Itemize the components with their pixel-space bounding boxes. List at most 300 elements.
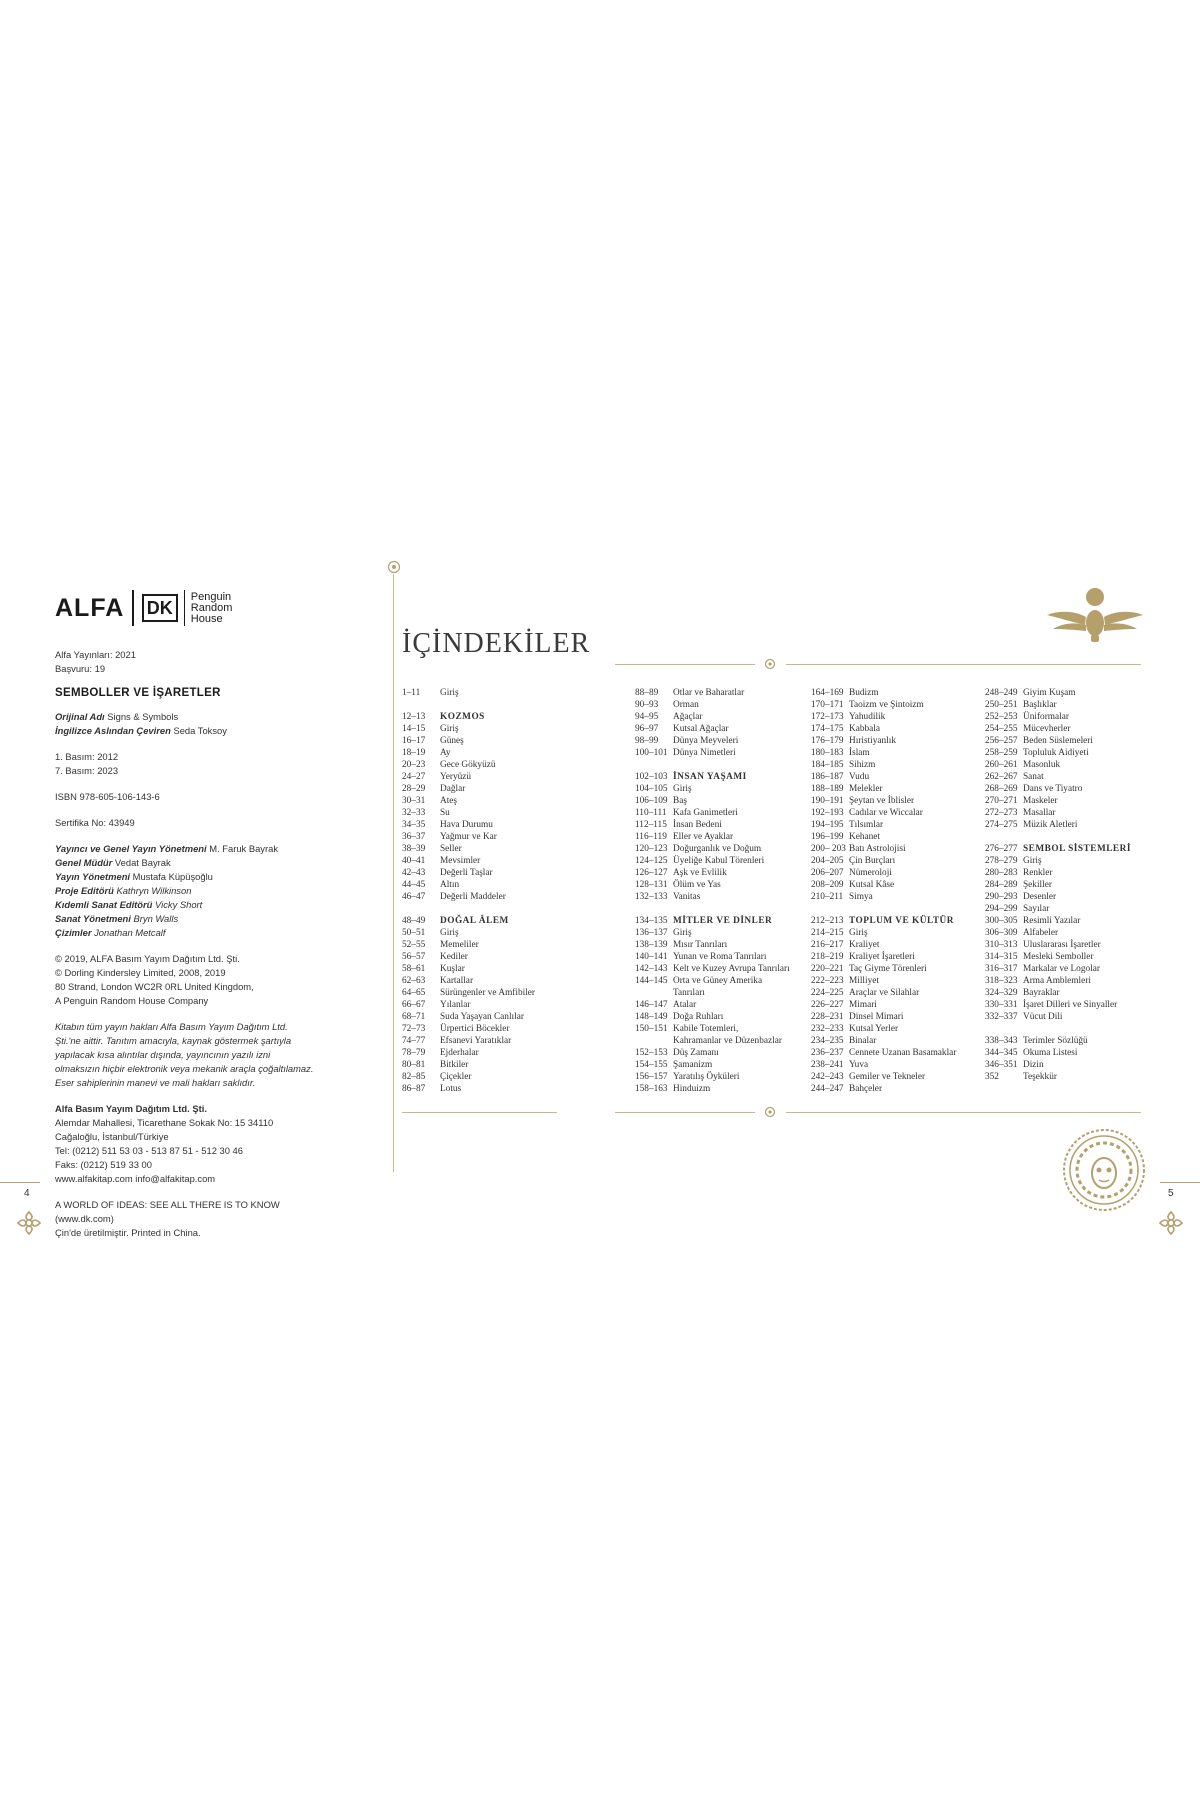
toc-entry (811, 927, 956, 939)
toc-entry (811, 1035, 956, 1047)
toc-entry (635, 819, 790, 831)
toc-top-rule (615, 664, 755, 665)
toc-entry (402, 939, 535, 951)
toc-entry-title: Mevsimler (440, 856, 481, 866)
toc-entry (985, 855, 1131, 867)
toc-entry (402, 1023, 535, 1035)
toc-entry (402, 1083, 535, 1095)
toc-page-range: 12–13 (402, 712, 426, 722)
toc-entry-title: İnsan Bedeni (673, 820, 722, 830)
toc-page-range: 116–119 (635, 832, 667, 842)
toc-entry-title: Giriş (673, 928, 692, 938)
toc-page-range: 280–283 (985, 868, 1018, 878)
toc-page-range: 90–93 (635, 700, 659, 710)
toc-entry (811, 795, 956, 807)
toc-entry-title: Giriş (440, 688, 459, 698)
toc-entry (811, 711, 956, 723)
toc-page-range: 238–241 (811, 1060, 844, 1070)
toc-page-range: 148–149 (635, 1012, 668, 1022)
toc-entry-title: Markalar ve Logolar (1023, 964, 1100, 974)
toc-page-range: 170–171 (811, 700, 844, 710)
winged-scarab-icon (1045, 585, 1145, 645)
toc-entry (811, 1071, 956, 1083)
toc-entry-title: Mücevherler (1023, 724, 1071, 734)
logo-divider (184, 590, 185, 626)
toc-entry (402, 783, 535, 795)
toc-page-range: 224–225 (811, 988, 844, 998)
toc-entry (811, 723, 956, 735)
toc-entry-title: Yağmur ve Kar (440, 832, 497, 842)
toc-page-range: 274–275 (985, 820, 1018, 830)
toc-entry (985, 1059, 1131, 1071)
toc-page-range: 14–15 (402, 724, 426, 734)
toc-page-range: 32–33 (402, 808, 426, 818)
alfa-logo: ALFA (55, 594, 125, 622)
toc-entry (985, 807, 1131, 819)
toc-entry-title: Aşk ve Evlilik (673, 868, 727, 878)
small-rosette-icon (387, 560, 401, 574)
toc-entry-title: Yuva (849, 1060, 869, 1070)
toc-column-3 (811, 687, 956, 1095)
rights-notice: Kitabın tüm yayın hakları Alfa Basım Yayım Dağıtım Ltd. Şti.'ne aittir. Tanıtım amacıyla, kaynak göstermek şartıyla yapılacak kısa alıntılar dışında, yayıncının yazılı izni olmaksızın hiçbir elektronik veya mekanik araçla çoğaltılamaz. Eser sahiplerinin manevi ve mali hakları saklıdır. (55, 1021, 314, 1088)
dk-logo: DK (142, 594, 178, 622)
toc-page-range: 174–175 (811, 724, 844, 734)
toc-entry (811, 939, 956, 951)
toc-entry (985, 1035, 1131, 1047)
toc-entry (811, 963, 956, 975)
toc-entry (402, 951, 535, 963)
toc-page-range: 344–345 (985, 1048, 1018, 1058)
toc-entry-title: Doğurganlık ve Doğum (673, 844, 762, 854)
toc-entry (402, 879, 535, 891)
toc-entry-title: Orman (673, 700, 699, 710)
toc-page-range: 290–293 (985, 892, 1018, 902)
toc-entry-title: Teşekkür (1023, 1072, 1057, 1082)
toc-entry-title: Arma Amblemleri (1023, 976, 1091, 986)
toc-entry (635, 687, 790, 699)
toc-entry-title: Bayraklar (1023, 988, 1060, 998)
toc-page-range: 256–257 (985, 736, 1018, 746)
toc-entry (635, 1023, 790, 1035)
toc-entry-title: Su (440, 808, 450, 818)
toc-entry (811, 951, 956, 963)
toc-page-range: 58–61 (402, 964, 426, 974)
toc-page-range: 232–233 (811, 1024, 844, 1034)
toc-entry-title: Kartallar (440, 976, 474, 986)
toc-page-range: 120–123 (635, 844, 668, 854)
toc-page-range: 42–43 (402, 868, 426, 878)
toc-entry (985, 687, 1131, 699)
toc-entry-title: Üyeliğe Kabul Törenleri (673, 856, 765, 866)
toc-entry-title: Memeliler (440, 940, 479, 950)
toc-page-range: 48–49 (402, 916, 426, 926)
toc-entry-title: Mimari (849, 1000, 877, 1010)
toc-entry (811, 1047, 956, 1059)
toc-page-range: 172–173 (811, 712, 844, 722)
toc-entry (402, 807, 535, 819)
toc-entry (402, 975, 535, 987)
toc-entry (402, 1059, 535, 1071)
toc-entry (635, 831, 790, 843)
toc-entry (402, 735, 535, 747)
toc-page-range: 276–277 (985, 844, 1018, 854)
toc-entry (402, 687, 535, 699)
floral-ornament-icon (16, 1210, 42, 1236)
toc-entry (635, 891, 790, 903)
toc-entry (635, 1083, 790, 1095)
toc-page-range: 72–73 (402, 1024, 426, 1034)
toc-section-heading (635, 771, 790, 783)
toc-entry-title: Hava Durumu (440, 820, 493, 830)
toc-entry-title: Ateş (440, 796, 458, 806)
toc-entry-title: Resimli Yazılar (1023, 916, 1081, 926)
toc-entry-title: Kabile Totemleri, (673, 1024, 739, 1034)
publisher-info: Alfa Yayınları: 2021 Başvuru: 19 (55, 649, 136, 674)
toc-entry-title: Güneş (440, 736, 464, 746)
toc-page-range: 332–337 (985, 1012, 1018, 1022)
toc-entry-title: Dağlar (440, 784, 466, 794)
toc-page-range: 270–271 (985, 796, 1018, 806)
toc-page-range: 236–237 (811, 1048, 844, 1058)
toc-entry-title: Şekiller (1023, 880, 1052, 890)
toc-entry-title: Seller (440, 844, 462, 854)
toc-page-range: 38–39 (402, 844, 426, 854)
toc-entry (985, 819, 1131, 831)
toc-entry (811, 975, 956, 987)
toc-page-range: 268–269 (985, 784, 1018, 794)
toc-entry (635, 951, 790, 963)
toc-entry (635, 1059, 790, 1071)
toc-entry-title: Maskeler (1023, 796, 1058, 806)
toc-entry-title: Simya (849, 892, 873, 902)
toc-entry-title: Tanrıları (673, 988, 705, 998)
toc-page-range: 50–51 (402, 928, 426, 938)
toc-title: İÇİNDEKİLER (402, 628, 591, 659)
copyright-page (55, 588, 345, 1240)
toc-page-range: 278–279 (985, 856, 1018, 866)
toc-page-range: 186–187 (811, 772, 844, 782)
toc-entry-title: Yılanlar (440, 1000, 471, 1010)
toc-entry (985, 1047, 1131, 1059)
toc-page-range: 106–109 (635, 796, 668, 806)
toc-entry-title: Yeryüzü (440, 772, 472, 782)
toc-entry (811, 891, 956, 903)
toc-entry (811, 759, 956, 771)
toc-entry-title: Binalar (849, 1036, 877, 1046)
toc-entry-title: Orta ve Güney Amerika (673, 976, 763, 986)
toc-page-range: 16–17 (402, 736, 426, 746)
toc-page-range: 28–29 (402, 784, 426, 794)
toc-page-range: 20–23 (402, 760, 426, 770)
toc-entry-title: Cadılar ve Wiccalar (849, 808, 923, 818)
toc-entry (402, 747, 535, 759)
toc-entry-title: Ürpertici Böcekler (440, 1024, 510, 1034)
toc-entry (635, 711, 790, 723)
toc-page-range: 300–305 (985, 916, 1018, 926)
toc-page-range: 252–253 (985, 712, 1018, 722)
toc-page-range: 18–19 (402, 748, 426, 758)
toc-page-range: 262–267 (985, 772, 1018, 782)
toc-page-range: 210–211 (811, 892, 844, 902)
toc-entry (635, 927, 790, 939)
editions: 1. Basım: 2012 7. Basım: 2023 (55, 751, 119, 776)
toc-column-1 (402, 687, 535, 1095)
toc-entry-title: SEMBOL SİSTEMLERİ (1023, 844, 1131, 854)
page-number-left: 4 (24, 1188, 30, 1199)
toc-entry (811, 1023, 956, 1035)
toc-entry (985, 951, 1131, 963)
toc-entry-title: Vudu (849, 772, 870, 782)
toc-page-range: 156–157 (635, 1072, 668, 1082)
toc-page-range: 260–261 (985, 760, 1018, 770)
toc-entry-title: Dünya Nimetleri (673, 748, 736, 758)
toc-page-range: 226–227 (811, 1000, 844, 1010)
toc-page-range: 102–103 (635, 772, 668, 782)
toc-entry (985, 735, 1131, 747)
toc-entry-title: Sihizm (849, 760, 876, 770)
toc-page-range (635, 1035, 673, 1047)
toc-entry (402, 795, 535, 807)
toc-page-range: 222–223 (811, 976, 844, 986)
toc-page-range: 242–243 (811, 1072, 844, 1082)
toc-entry-title: Terimler Sözlüğü (1023, 1036, 1088, 1046)
toc-entry-title: Taç Giyme Törenleri (849, 964, 927, 974)
toc-page-range: 234–235 (811, 1036, 844, 1046)
toc-entry (985, 1071, 1131, 1083)
toc-entry (402, 1035, 535, 1047)
toc-entry (811, 987, 956, 999)
toc-page-range: 86–87 (402, 1084, 426, 1094)
toc-entry-title: Giriş (849, 928, 868, 938)
toc-entry (402, 759, 535, 771)
toc-page-range: 218–219 (811, 952, 844, 962)
toc-page-range: 310–313 (985, 940, 1018, 950)
toc-page-range: 318–323 (985, 976, 1018, 986)
toc-entry-title: Çin Burçları (849, 856, 896, 866)
toc-column-4 (985, 687, 1131, 1083)
toc-entry-title: Sürüngenler ve Amfibiler (440, 988, 536, 998)
toc-entry (811, 1083, 956, 1095)
toc-entry-title: Giriş (673, 784, 692, 794)
toc-entry-title: Giyim Kuşam (1023, 688, 1076, 698)
toc-page-range: 200– 203 (811, 844, 846, 854)
toc-gap (811, 903, 956, 915)
medusa-medallion-icon (1062, 1128, 1146, 1212)
toc-entry (811, 687, 956, 699)
toc-entry-title: Ay (440, 748, 451, 758)
toc-entry-title: Kutsal Ağaçlar (673, 724, 729, 734)
toc-entry-title: Altın (440, 880, 460, 890)
toc-entry-title: Kutsal Kâse (849, 880, 895, 890)
toc-entry (402, 987, 535, 999)
toc-gap (402, 699, 535, 711)
toc-entry (635, 747, 790, 759)
toc-entry-title: İşaret Dilleri ve Sinyaller (1023, 1000, 1118, 1010)
toc-column-2 (635, 687, 790, 1095)
toc-entry (635, 1047, 790, 1059)
toc-entry-title: Desenler (1023, 892, 1057, 902)
toc-entry-title: Kafa Ganimetleri (673, 808, 738, 818)
toc-page-range: 44–45 (402, 880, 426, 890)
toc-entry (985, 903, 1131, 915)
toc-page-range: 244–247 (811, 1084, 844, 1094)
toc-page-range: 66–67 (402, 1000, 426, 1010)
toc-page-range: 154–155 (635, 1060, 668, 1070)
toc-entry (985, 939, 1131, 951)
toc-page-range: 352 (985, 1072, 999, 1082)
toc-page-range: 112–115 (635, 820, 667, 830)
toc-page-range: 250–251 (985, 700, 1018, 710)
toc-entry (402, 963, 535, 975)
toc-entry-title: Vanitas (673, 892, 701, 902)
toc-entry (985, 699, 1131, 711)
toc-entry (811, 999, 956, 1011)
toc-entry-title: Yunan ve Roma Tanrıları (673, 952, 767, 962)
toc-entry-title: Nümeroloji (849, 868, 892, 878)
toc-page-range: 214–215 (811, 928, 844, 938)
toc-entry-title: Şeytan ve İblisler (849, 796, 915, 806)
toc-entry-title: Kraliyet İşaretleri (849, 952, 915, 962)
toc-entry (985, 879, 1131, 891)
toc-entry-title: Kuşlar (440, 964, 465, 974)
toc-entry (635, 867, 790, 879)
toc-entry-title: Şamanizm (673, 1060, 713, 1070)
toc-page-range: 294–299 (985, 904, 1018, 914)
toc-entry-title: Üniformalar (1023, 712, 1069, 722)
toc-page-range: 212–213 (811, 916, 844, 926)
toc-page-range: 34–35 (402, 820, 426, 830)
toc-entry (811, 819, 956, 831)
toc-page-range: 98–99 (635, 736, 659, 746)
vertical-rule (393, 574, 394, 1172)
toc-entry (635, 723, 790, 735)
certificate: Sertifika No: 43949 (55, 817, 135, 828)
toc-entry-title: Milliyet (849, 976, 879, 986)
toc-entry-title: Giriş (440, 724, 459, 734)
toc-entry (985, 927, 1131, 939)
toc-gap (985, 831, 1131, 843)
toc-entry (402, 927, 535, 939)
toc-page-range: 1–11 (402, 688, 421, 698)
toc-page-range: 208–209 (811, 880, 844, 890)
toc-entry (985, 891, 1131, 903)
toc-entry (635, 855, 790, 867)
toc-page-range: 128–131 (635, 880, 668, 890)
toc-page-range: 96–97 (635, 724, 659, 734)
toc-entry-title: MİTLER VE DİNLER (673, 916, 773, 926)
toc-page-range: 64–65 (402, 988, 426, 998)
toc-page-range: 324–329 (985, 988, 1018, 998)
toc-entry (635, 963, 790, 975)
toc-page-range: 36–37 (402, 832, 426, 842)
toc-page-range: 124–125 (635, 856, 668, 866)
toc-section-heading (402, 915, 535, 927)
toc-entry (811, 879, 956, 891)
isbn: ISBN 978-605-106-143-6 (55, 791, 160, 802)
toc-section-heading (635, 915, 790, 927)
toc-entry (402, 771, 535, 783)
toc-page-range: 254–255 (985, 724, 1018, 734)
toc-entry-title: Kehanet (849, 832, 880, 842)
toc-page-range: 110–111 (635, 808, 667, 818)
toc-entry-title: Kabbala (849, 724, 880, 734)
toc-page-range: 184–185 (811, 760, 844, 770)
toc-entry (402, 831, 535, 843)
toc-entry-title: Müzik Aletleri (1023, 820, 1078, 830)
toc-entry-title: İNSAN YAŞAMI (673, 772, 747, 782)
toc-entry-title: Hıristiyanlık (849, 736, 896, 746)
toc-entry-title: Beden Süslemeleri (1023, 736, 1093, 746)
toc-entry (402, 999, 535, 1011)
toc-entry-title: Çiçekler (440, 1072, 472, 1082)
original-info: Orijinal Adı Signs & Symbols İngilizce Aslından Çeviren Seda Toksoy (55, 711, 227, 736)
toc-page-range: 140–141 (635, 952, 668, 962)
toc-entry (635, 999, 790, 1011)
toc-gap (635, 759, 790, 771)
publisher-logos (55, 588, 345, 628)
toc-entry-title: Melekler (849, 784, 883, 794)
toc-entry-title: Değerli Taşlar (440, 868, 493, 878)
toc-entry-title: Dünya Meyveleri (673, 736, 739, 746)
toc-page-range: 100–101 (635, 748, 668, 758)
toc-page-range: 206–207 (811, 868, 844, 878)
toc-entry (635, 735, 790, 747)
toc-entry-title: Efsanevi Yaratıklar (440, 1036, 512, 1046)
toc-entry-title: Ölüm ve Yas (673, 880, 721, 890)
floral-ornament-icon (1158, 1210, 1184, 1236)
toc-entry (985, 915, 1131, 927)
toc-entry (635, 807, 790, 819)
toc-entry (985, 987, 1131, 999)
toc-page-range: 30–31 (402, 796, 426, 806)
toc-page-range: 194–195 (811, 820, 844, 830)
toc-page-range: 188–189 (811, 784, 844, 794)
page-number-right: 5 (1168, 1188, 1174, 1199)
toc-entry-title: Dinsel Mimari (849, 1012, 904, 1022)
toc-entry (985, 795, 1131, 807)
toc-entry-title: Tılsımlar (849, 820, 884, 830)
toc-page-range: 126–127 (635, 868, 668, 878)
toc-page-range: 46–47 (402, 892, 426, 902)
toc-page-range: 258–259 (985, 748, 1018, 758)
toc-entry-title: Araçlar ve Silahlar (849, 988, 920, 998)
toc-entry-title: Düş Zamanı (673, 1048, 719, 1058)
toc-page-range: 56–57 (402, 952, 426, 962)
penguin-random-house-logo: Penguin Random House (190, 590, 233, 625)
toc-entry (402, 891, 535, 903)
book-title: SEMBOLLER VE İŞARETLER (55, 687, 221, 699)
publisher-address: Alfa Basım Yayım Dağıtım Ltd. Şti. Alemdar Mahallesi, Ticarethane Sokak No: 15 34110 Cağaloğlu, İstanbul/Türkiye Tel: (0212) 511 53 03 - 513 87 51 - 512 30 46 Faks: (0212) 519 33 00 www.alfakitap.com info@alfakitap.com (55, 1103, 274, 1184)
toc-entry-title: Kraliyet (849, 940, 880, 950)
toc-page-range: 142–143 (635, 964, 668, 974)
toc-entry-title: Yaratılış Öyküleri (673, 1072, 740, 1082)
toc-page-range: 88–89 (635, 688, 659, 698)
toc-page-range: 330–331 (985, 1000, 1018, 1010)
toc-entry-title: Batı Astrolojisi (849, 844, 906, 854)
toc-entry-title: Kelt ve Kuzey Avrupa Tanrıları (673, 964, 790, 974)
toc-page-range: 80–81 (402, 1060, 426, 1070)
toc-entry (402, 1011, 535, 1023)
toc-entry-title: Bahçeler (849, 1084, 883, 1094)
toc-entry (635, 795, 790, 807)
toc-page-range: 190–191 (811, 796, 844, 806)
toc-entry-title: Cennete Uzanan Basamaklar (849, 1048, 957, 1058)
toc-entry (985, 867, 1131, 879)
toc-entry (635, 879, 790, 891)
toc-entry (811, 867, 956, 879)
toc-entry-title: Baş (673, 796, 687, 806)
toc-page-range: 158–163 (635, 1084, 668, 1094)
